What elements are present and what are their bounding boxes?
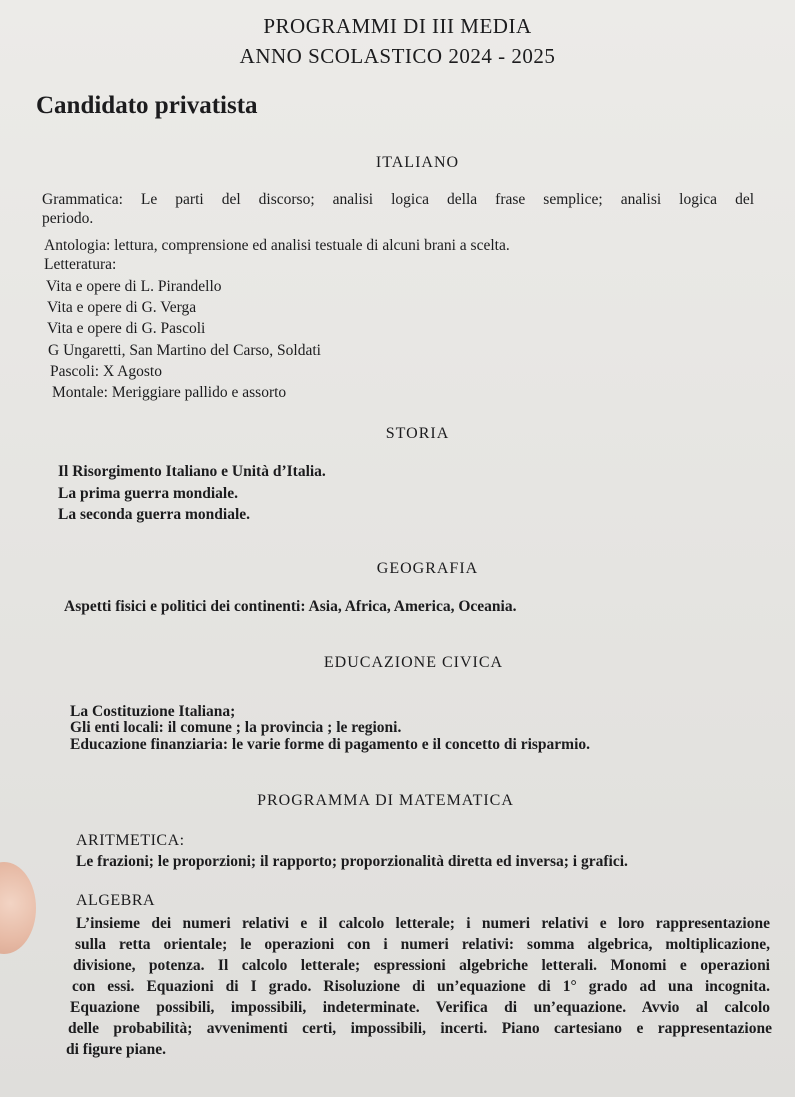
letteratura-item: Montale: Meriggiare pallido e assorto [52,384,287,401]
storia-item: La prima guerra mondiale. [58,485,238,502]
aritmetica-text: Le frazioni; le proporzioni; il rapporto; proporzionalità diretta ed inversa; i grafici. [76,853,628,870]
algebra-line: sulla retta orientale; le operazioni con i numeri relativi: somma algebrica, moltiplicazione, [75,936,770,953]
aritmetica-heading: ARITMETICA: [76,832,185,849]
algebra-line: L’insieme dei numeri relativi e il calcolo letterale; i numeri relativi e loro rappresentazione [76,915,770,932]
algebra-line: divisione, potenza. Il calcolo letterale; espressioni algebriche letterali. Monomi e operazioni [73,957,770,974]
storia-item: La seconda guerra mondiale. [58,506,251,523]
grammatica-line2: periodo. [42,210,94,227]
section-heading-educazione-civica: EDUCAZIONE CIVICA [323,654,504,671]
algebra-line: di figure piane. [66,1041,167,1058]
civica-item: Educazione finanziaria: le varie forme di pagamento e il concetto di risparmio. [70,736,591,753]
section-heading-italiano: ITALIANO [375,154,460,171]
letteratura-item: G Ungaretti, San Martino del Carso, Soldati [48,342,321,359]
letteratura-label: Letteratura: [44,256,117,273]
document-title-line2: ANNO SCOLASTICO 2024 - 2025 [239,44,556,68]
grammatica-line1: Grammatica: Le parti del discorso; analisi logica della frase semplice; analisi logica del [42,191,754,208]
section-heading-storia: STORIA [385,425,450,442]
algebra-line: delle probabilità; avvenimenti certi, impossibili, incerti. Piano cartesiano e rappresentazione [68,1020,772,1037]
algebra-line: Equazione possibili, impossibili, indeterminate. Verifica di un’equazione. Avvio al calcolo [70,999,770,1016]
letteratura-item: Pascoli: X Agosto [50,363,162,380]
civica-item: Gli enti locali: il comune ; la provincia ; le regioni. [70,719,402,736]
section-heading-matematica: PROGRAMMA DI MATEMATICA [257,792,514,809]
letteratura-item: Vita e opere di G. Pascoli [47,320,206,337]
candidate-label: Candidato privatista [36,92,258,119]
finger-photo-artifact [0,862,36,954]
letteratura-item: Vita e opere di L. Pirandello [46,278,222,295]
antologia-text: Antologia: lettura, comprensione ed analisi testuale di alcuni brani a scelta. [44,237,510,254]
civica-item: La Costituzione Italiana; [70,703,236,720]
letteratura-item: Vita e opere di G. Verga [47,299,197,316]
algebra-line: con essi. Equazioni di I grado. Risoluzione di un’equazione di 1° grado ad una incognita. [72,978,770,995]
storia-item: Il Risorgimento Italiano e Unità d’Italia. [58,463,326,480]
section-heading-geografia: GEOGRAFIA [376,560,479,577]
document-title-line1: PROGRAMMI DI III MEDIA [263,14,532,38]
geografia-text: Aspetti fisici e politici dei continenti: Asia, Africa, America, Oceania. [64,598,517,615]
algebra-heading: ALGEBRA [76,892,156,909]
